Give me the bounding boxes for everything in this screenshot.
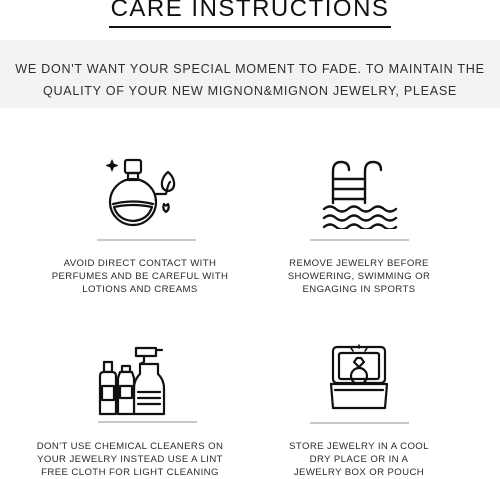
- caption-line: JEWELRY BOX OR POUCH: [293, 467, 425, 478]
- caption-line: ENGAGING IN SPORTS: [302, 284, 416, 295]
- intro-text: [0, 58, 500, 102]
- caption-line: LOTIONS AND CREAMS: [82, 284, 198, 295]
- care-item-caption: [30, 257, 250, 296]
- caption-line: FREE CLOTH FOR LIGHT CLEANING: [41, 467, 219, 478]
- caption-line: PERFUMES AND BE CAREFUL WITH: [51, 271, 229, 282]
- caption-line: STORE JEWELRY IN A COOL: [289, 441, 429, 452]
- separator-line: [97, 239, 196, 241]
- separator-line: [310, 422, 409, 424]
- care-item-caption: [20, 440, 240, 479]
- perfume-bottle-icon: [100, 154, 180, 230]
- intro-line-1: WE DON'T WANT YOUR SPECIAL MOMENT TO FADE. TO MAINTAIN THE: [15, 62, 485, 76]
- caption-line: SHOWERING, SWIMMING OR: [287, 271, 431, 282]
- swimming-pool-ladder-icon: [321, 157, 399, 229]
- caption-line: REMOVE JEWELRY BEFORE: [289, 258, 429, 269]
- caption-line: DON'T USE CHEMICAL CLEANERS ON: [36, 441, 224, 452]
- care-item-caption: [249, 440, 469, 479]
- ring-box-icon: [327, 344, 391, 412]
- page-title: [0, 0, 500, 28]
- separator-line: [98, 421, 197, 423]
- caption-line: AVOID DIRECT CONTACT WITH: [63, 258, 217, 269]
- separator-line: [310, 239, 409, 241]
- care-item-caption: [249, 257, 469, 296]
- caption-line: DRY PLACE OR IN A: [309, 454, 409, 465]
- title-text: CARE INSTRUCTIONS: [109, 0, 392, 28]
- chemical-cleaners-icon: [96, 342, 168, 416]
- caption-line: YOUR JEWELRY INSTEAD USE A LINT: [37, 454, 223, 465]
- intro-line-2: QUALITY OF YOUR NEW MIGNON&MIGNON JEWELRY, PLEASE: [42, 84, 458, 98]
